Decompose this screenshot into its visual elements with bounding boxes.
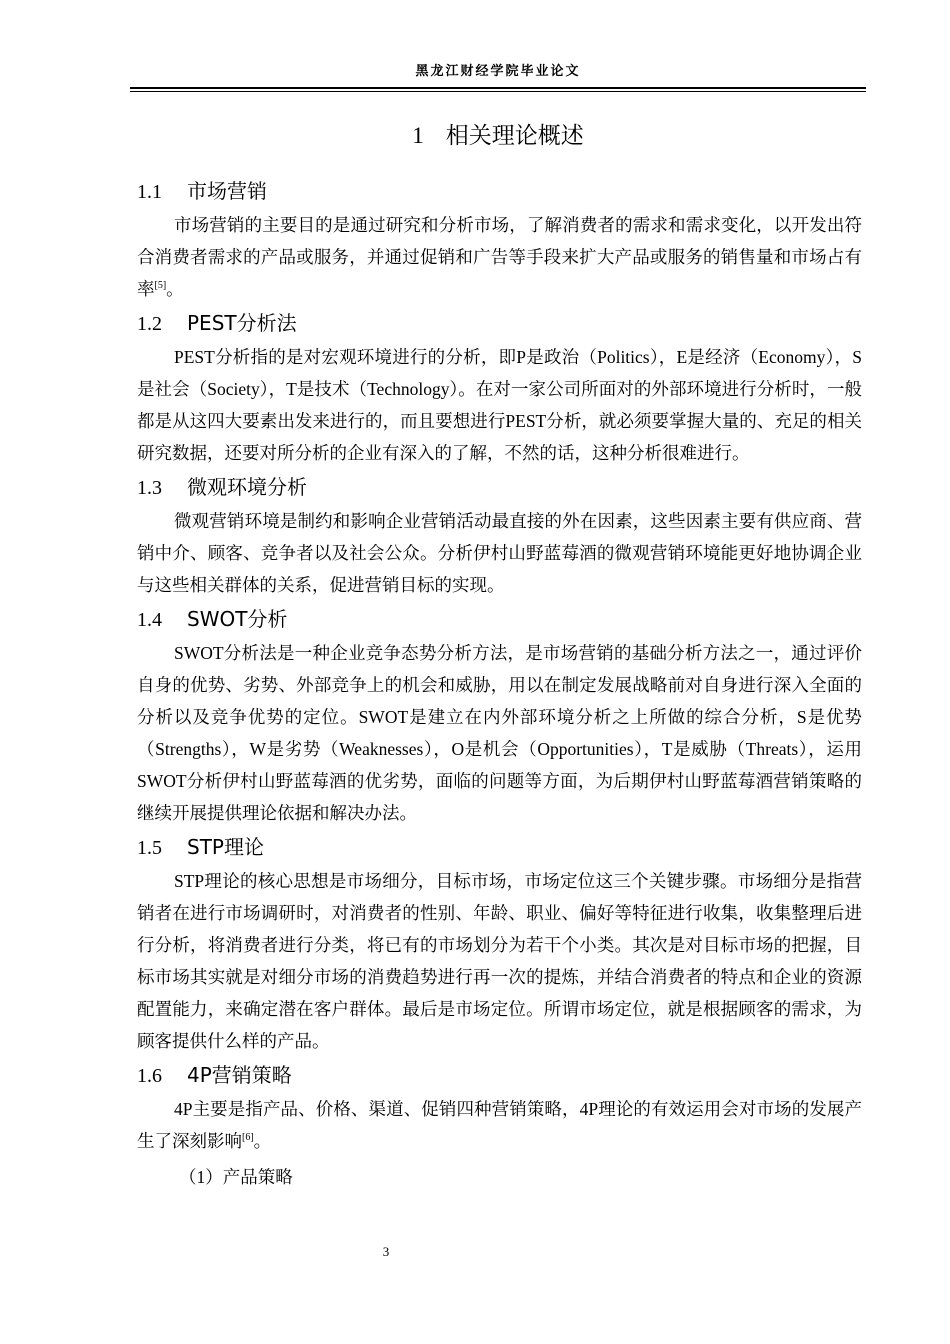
section-number: 1.2 [137,313,162,335]
section-title: 市场营销 [187,179,267,203]
section-heading-1-4 [137,601,862,637]
running-header: 黑龙江财经学院毕业论文 [415,63,581,78]
section-title: 微观环境分析 [187,475,307,499]
section-heading-1-2 [137,305,862,341]
section-heading-1-6 [137,1057,862,1093]
section-number: 1.5 [137,837,162,859]
section-number: 1.3 [137,477,162,499]
section-heading-1-3 [137,469,862,505]
paragraph-tail: 。 [253,1131,272,1151]
section-paragraph-1-6 [137,1093,862,1157]
header-rule-thick [130,87,866,89]
section-number: 1.4 [137,609,162,631]
chapter-title-text: 相关理论概述 [445,123,584,149]
section-number: 1.6 [137,1065,162,1087]
section-number: 1.1 [137,181,162,203]
header-rule-thin [130,91,866,92]
paragraph-text: 市场营销的主要目的是通过研究和分析市场，了解消费者的需求和需求变化，以开发出符合消费者需求的产品或服务，并通过促销和广告等手段来扩大产品或服务的销售量和市场占有率 [137,215,862,299]
section-paragraph-1-5: STP理论的核心思想是市场细分，目标市场，市场定位这三个关键步骤。市场细分是指营销者在进行市场调研时，对消费者的性别、年龄、职业、偏好等特征进行收集，收集整理后进行分析，将消费者进行分类，将已有的市场划分为若干个小类。其次是对目标市场的把握，目标市场其实就是对细分市场的消费趋势进行再一次的提炼，并结合消费者的特点和企业的资源配置能力，来确定潜在客户群体。最后是市场定位。所谓市场定位，就是根据顾客的需求，为顾客提供什么样的产品。 [137,871,862,1051]
chapter-title [130,117,866,150]
section-paragraph-1-1 [137,209,862,305]
section-title: PEST分析法 [187,311,297,335]
section-title: SWOT分析 [187,607,288,631]
section-paragraph-1-3: 微观营销环境是制约和影响企业营销活动最直接的外在因素，这些因素主要有供应商、营销中介、顾客、竞争者以及社会公众。分析伊村山野蓝莓酒的微观营销环境能更好地协调企业与这些相关群体的关系，促进营销目标的实现。 [137,511,862,595]
chapter-number: 1 [412,123,424,148]
section-heading-1-5 [137,829,862,865]
section-heading-1-1 [137,173,862,209]
subheading-product-strategy: （1）产品策略 [179,1167,293,1187]
section-title: 4P营销策略 [187,1063,292,1087]
section-paragraph-1-4: SWOT分析法是一种企业竞争态势分析方法，是市场营销的基础分析方法之一，通过评价自身的优势、劣势、外部竞争上的机会和威胁，用以在制定发展战略前对自身进行深入全面的分析以及竞争优势的定位。SWOT是建立在内外部环境分析之上所做的综合分析，S是优势（Strengths），W是劣势（Weaknesses），O是机会（Opportunities），T是威胁（Threats），运用SWOT分析伊村山野蓝莓酒的优劣势，面临的问题等方面，为后期伊村山野蓝莓酒营销策略的继续开展提供理论依据和解决办法。 [137,643,862,823]
body-content [137,173,862,1193]
section-title: STP理论 [187,835,264,859]
citation-ref: [6] [242,1132,254,1144]
page-number: 3 [382,1244,390,1259]
citation-ref: [5] [154,280,167,292]
paragraph-text: 4P主要是指产品、价格、渠道、促销四种营销策略，4P理论的有效运用会对市场的发展产生了深刻影响 [137,1099,862,1151]
paragraph-tail: 。 [166,279,184,299]
section-paragraph-1-2: PEST分析指的是对宏观环境进行的分析，即P是政治（Politics），E是经济（Economy），S是社会（Society），T是技术（Technology）。在对一家公司所面对的外部环境进行分析时，一般都是从这四大要素出发来进行的，而且要想进行PEST分析，就必须要掌握大量的、充足的相关研究数据，还要对所分析的企业有深入的了解，不然的话，这种分析很难进行。 [137,347,862,463]
